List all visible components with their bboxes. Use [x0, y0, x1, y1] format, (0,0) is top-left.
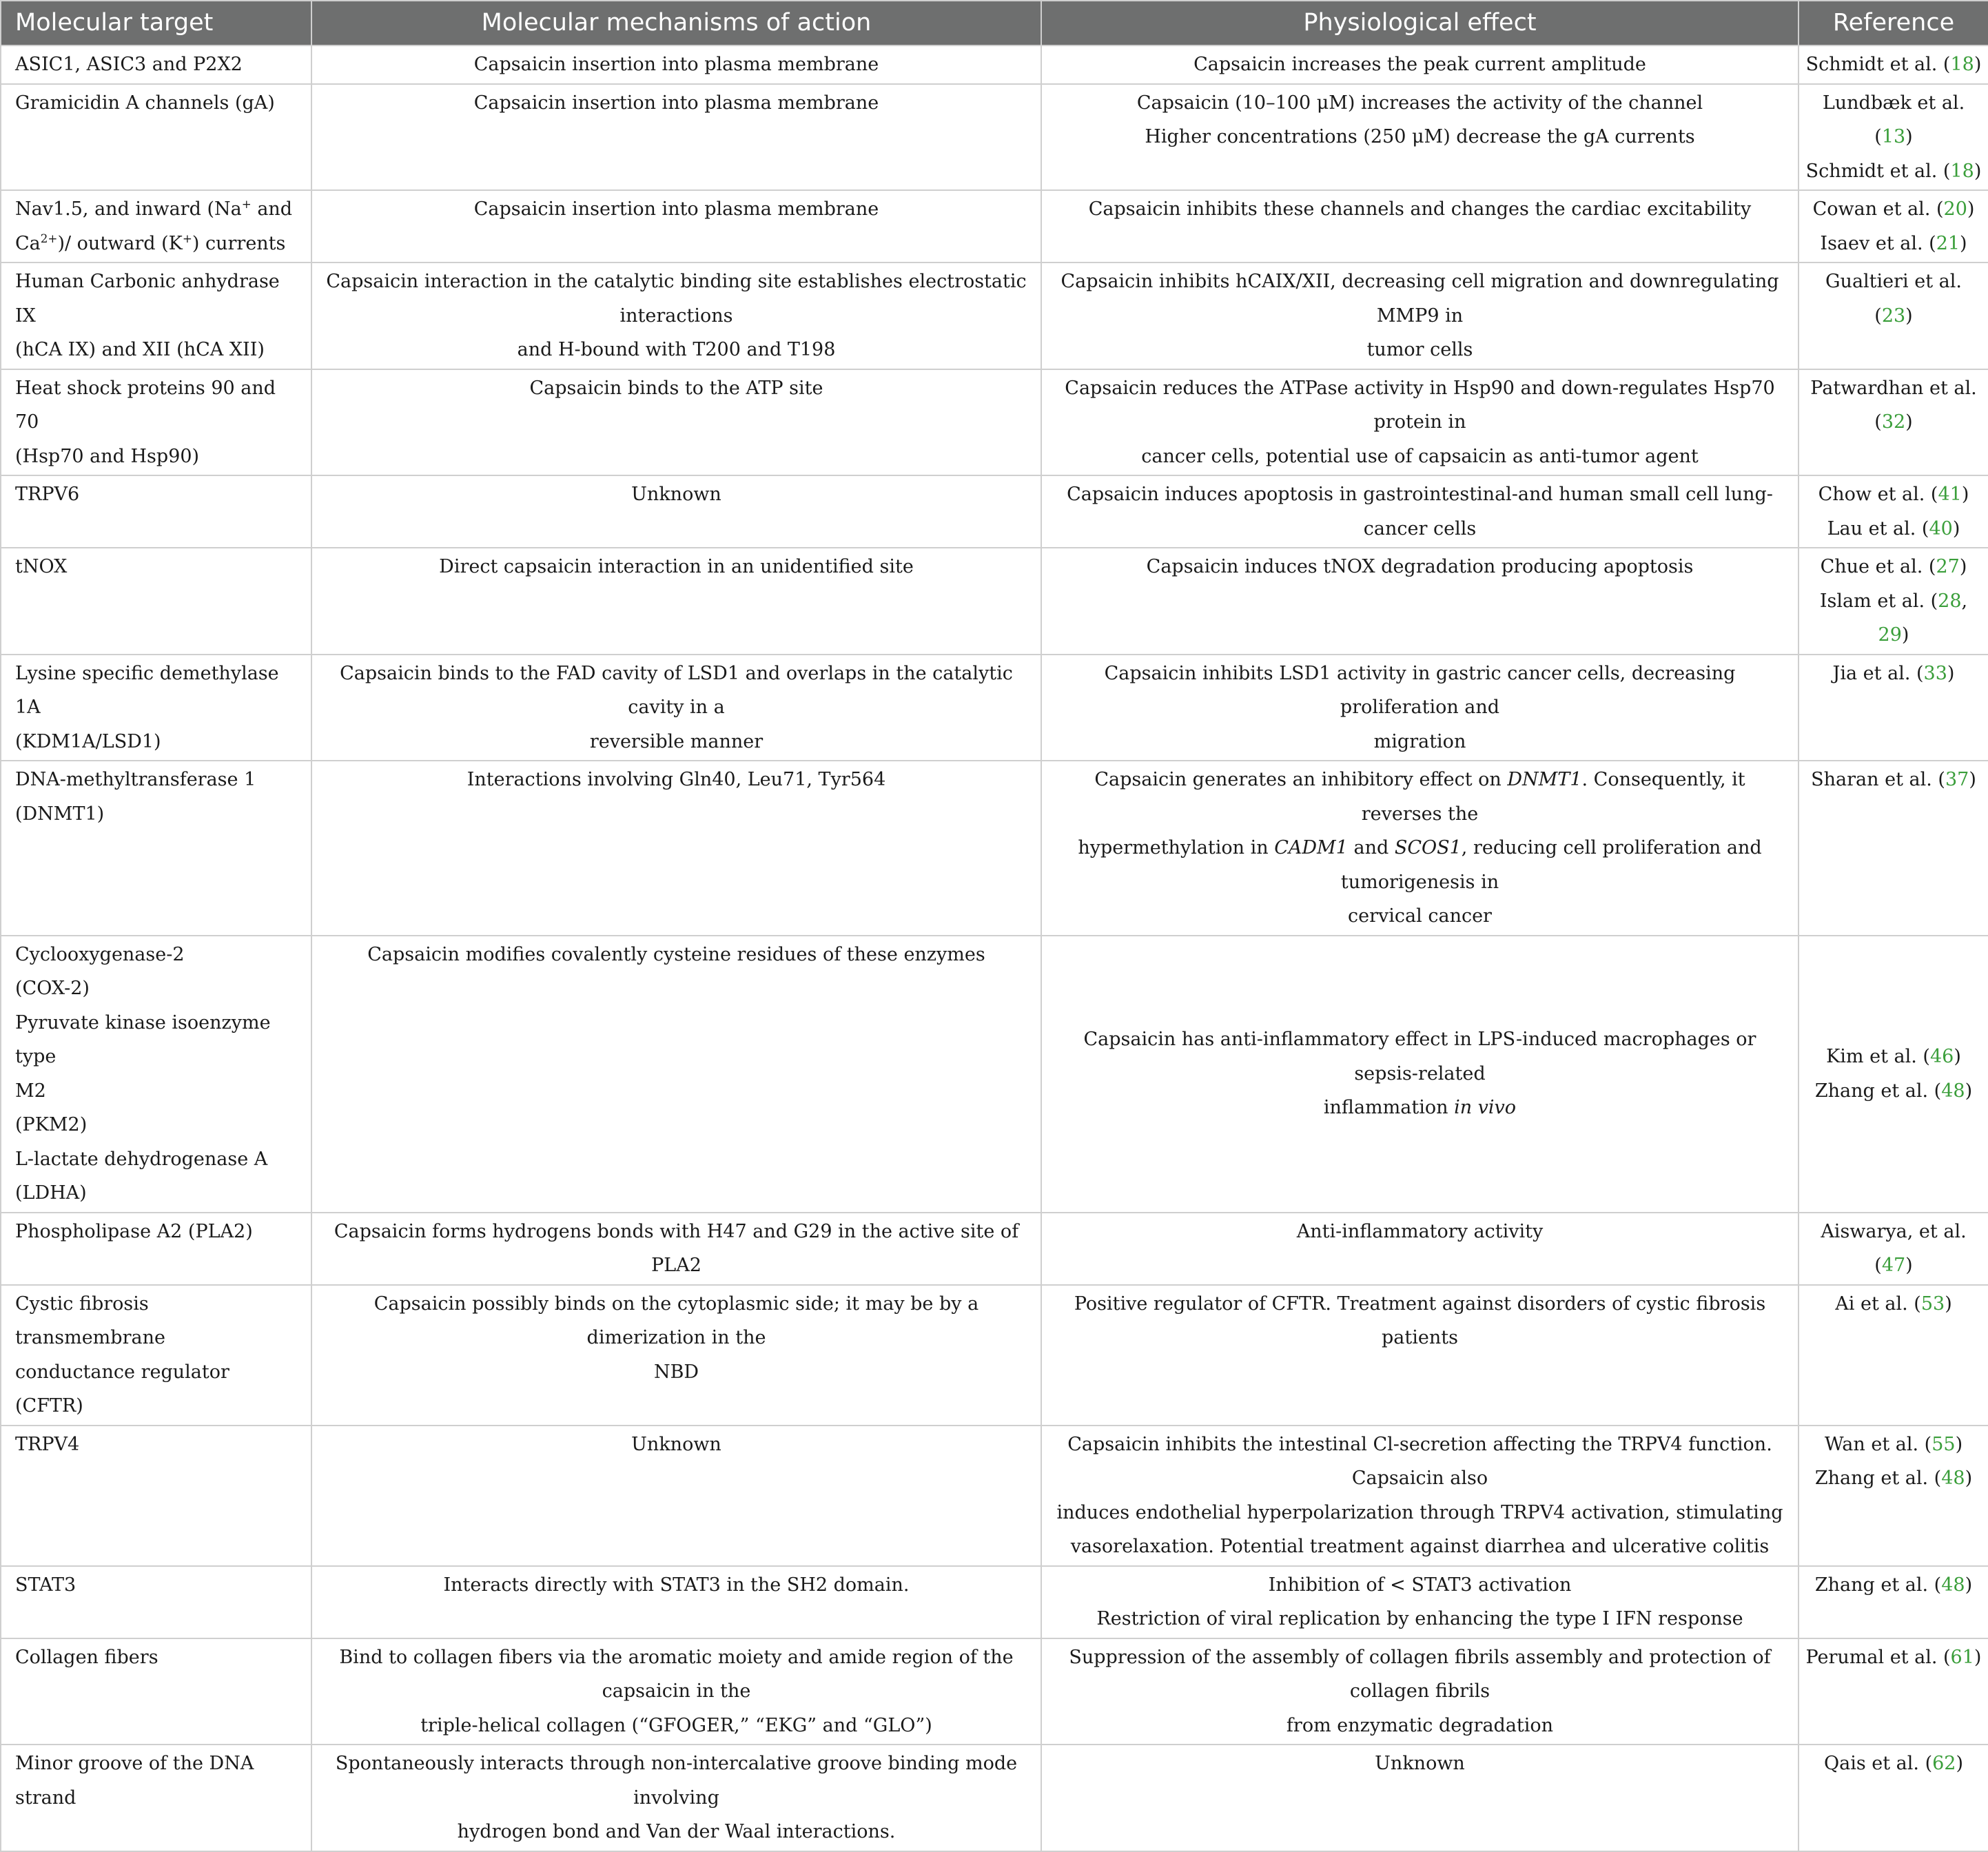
cell-mechanism: Bind to collagen fibers via the aromatic moiety and amide region of the capsaicin in the triple-helical collagen (“GFOGER,” “EKG” and “GLO”): [311, 1638, 1041, 1745]
header-target: Molecular target: [1, 1, 311, 45]
cell-effect: Capsaicin has anti-inflammatory effect in LPS-induced macrophages or sepsis-related inflammation in vivo: [1041, 936, 1799, 1213]
table-header: [1, 1, 1988, 45]
cell-target: STAT3: [1, 1566, 311, 1638]
table-row: [1, 1745, 1988, 1851]
cell-mechanism: Capsaicin insertion into plasma membrane: [311, 45, 1041, 84]
cell-mechanism: Capsaicin binds to the ATP site: [311, 369, 1041, 476]
cell-target: Cystic fibrosis transmembrane conductance regulator (CFTR): [1, 1285, 311, 1426]
cell-effect: Capsaicin inhibits the intestinal Cl-secretion affecting the TRPV4 function. Capsaicin also induces endothelial hyperpolarization through TRPV4 activation, stimulating vasorelaxation. Potential treatment against diarrhea and ulcerative colitis: [1041, 1426, 1799, 1566]
citation-link[interactable]: 18: [1950, 160, 1974, 182]
cell-mechanism: Unknown: [311, 475, 1041, 548]
cell-reference: Qais et al. (62): [1799, 1745, 1988, 1851]
table-row: [1, 369, 1988, 476]
cell-mechanism: Capsaicin possibly binds on the cytoplasmic side; it may be by a dimerization in the NBD: [311, 1285, 1041, 1426]
cell-reference: Sharan et al. (37): [1799, 761, 1988, 936]
cell-target: Gramicidin A channels (gA): [1, 84, 311, 191]
cell-effect: Capsaicin reduces the ATPase activity in Hsp90 and down-regulates Hsp70 protein in cancer cells, potential use of capsaicin as anti-tumor agent: [1041, 369, 1799, 476]
cell-effect: Capsaicin inhibits LSD1 activity in gastric cancer cells, decreasing proliferation and migration: [1041, 655, 1799, 761]
cell-effect: Capsaicin generates an inhibitory effect on DNMT1. Consequently, it reverses the hypermethylation in CADM1 and SCOS1, reducing cell proliferation and tumorigenesis in cervical cancer: [1041, 761, 1799, 936]
table-row: [1, 548, 1988, 655]
citation-link[interactable]: 40: [1929, 517, 1953, 539]
cell-target: Collagen fibers: [1, 1638, 311, 1745]
table-row: [1, 45, 1988, 84]
header-mechanism: Molecular mechanisms of action: [311, 1, 1041, 45]
cell-mechanism: Capsaicin interaction in the catalytic binding site establishes electrostatic interactions and H-bound with T200 and T198: [311, 263, 1041, 369]
cell-reference: Lundbæk et al. (13) Schmidt et al. (18): [1799, 84, 1988, 191]
table-row: [1, 190, 1988, 263]
cell-target: DNA-methyltransferase 1 (DNMT1): [1, 761, 311, 936]
table-row: [1, 263, 1988, 369]
citation-link[interactable]: 48: [1941, 1468, 1965, 1489]
cell-target: TRPV4: [1, 1426, 311, 1566]
table-row: [1, 1213, 1988, 1285]
cell-mechanism: Interactions involving Gln40, Leu71, Tyr564: [311, 761, 1041, 936]
table-row: [1, 936, 1988, 1213]
cell-reference: Chue et al. (27) Islam et al. (28, 29): [1799, 548, 1988, 655]
table-row: [1, 475, 1988, 548]
table-row: [1, 1285, 1988, 1426]
table-row: [1, 655, 1988, 761]
citation-link[interactable]: 32: [1881, 411, 1906, 433]
citation-link[interactable]: 47: [1881, 1255, 1906, 1276]
cell-target: Phospholipase A2 (PLA2): [1, 1213, 311, 1285]
cell-reference: Chow et al. (41) Lau et al. (40): [1799, 475, 1988, 548]
cell-target: ASIC1, ASIC3 and P2X2: [1, 45, 311, 84]
citation-link[interactable]: 20: [1943, 198, 1967, 220]
cell-effect: Unknown: [1041, 1745, 1799, 1851]
citation-link[interactable]: 41: [1938, 484, 1962, 505]
citation-link[interactable]: 18: [1950, 54, 1974, 75]
cell-mechanism: Capsaicin insertion into plasma membrane: [311, 190, 1041, 263]
citation-link[interactable]: 29: [1878, 624, 1902, 646]
citation-link[interactable]: 61: [1950, 1646, 1974, 1668]
table-row: [1, 1638, 1988, 1745]
citation-link[interactable]: 48: [1941, 1080, 1965, 1102]
cell-mechanism: Capsaicin insertion into plasma membrane: [311, 84, 1041, 191]
cell-target: Minor groove of the DNA strand: [1, 1745, 311, 1851]
cell-mechanism: Unknown: [311, 1426, 1041, 1566]
cell-effect: Suppression of the assembly of collagen fibrils assembly and protection of collagen fibrils from enzymatic degradation: [1041, 1638, 1799, 1745]
header-reference: Reference: [1799, 1, 1988, 45]
cell-effect: Anti-inflammatory activity: [1041, 1213, 1799, 1285]
cell-reference: Perumal et al. (61): [1799, 1638, 1988, 1745]
cell-effect: Capsaicin inhibits these channels and changes the cardiac excitability: [1041, 190, 1799, 263]
cell-target: Lysine specific demethylase 1A (KDM1A/LSD1): [1, 655, 311, 761]
cell-reference: Wan et al. (55) Zhang et al. (48): [1799, 1426, 1988, 1566]
citation-link[interactable]: 37: [1945, 769, 1969, 790]
cell-reference: Aiswarya, et al. (47): [1799, 1213, 1988, 1285]
cell-effect: Capsaicin induces apoptosis in gastrointestinal-and human small cell lung-cancer cells: [1041, 475, 1799, 548]
citation-link[interactable]: 27: [1936, 556, 1960, 577]
cell-mechanism: Direct capsaicin interaction in an unidentified site: [311, 548, 1041, 655]
cell-target: Nav1.5, and inward (Na+ and $Ca^{2+})/$ outward (K+) currents: [1, 190, 311, 263]
cell-effect: Positive regulator of CFTR. Treatment against disorders of cystic fibrosis patients: [1041, 1285, 1799, 1426]
cell-mechanism: Capsaicin forms hydrogens bonds with H47 and G29 in the active site of PLA2: [311, 1213, 1041, 1285]
cell-reference: Kim et al. (46) Zhang et al. (48): [1799, 936, 1988, 1213]
cell-reference: Jia et al. (33): [1799, 655, 1988, 761]
cell-mechanism: Capsaicin modifies covalently cysteine residues of these enzymes: [311, 936, 1041, 1213]
citation-link[interactable]: 21: [1936, 232, 1960, 254]
citation-link[interactable]: 13: [1881, 126, 1906, 147]
cell-effect: Capsaicin (10–100 μM) increases the activity of the channel Higher concentrations (250 μM) decrease the gA currents: [1041, 84, 1799, 191]
cell-target: Human Carbonic anhydrase IX (hCA IX) and XII (hCA XII): [1, 263, 311, 369]
cell-mechanism: Capsaicin binds to the FAD cavity of LSD1 and overlaps in the catalytic cavity in a reversible manner: [311, 655, 1041, 761]
cell-target: TRPV6: [1, 475, 311, 548]
table-row: [1, 84, 1988, 191]
cell-target: tNOX: [1, 548, 311, 655]
cell-effect: Inhibition of < STAT3 activation Restriction of viral replication by enhancing the type I IFN response: [1041, 1566, 1799, 1638]
header-effect: Physiological effect: [1041, 1, 1799, 45]
cell-effect: Capsaicin increases the peak current amplitude: [1041, 45, 1799, 84]
cell-reference: Zhang et al. (48): [1799, 1566, 1988, 1638]
cell-target: Heat shock proteins 90 and 70 (Hsp70 and Hsp90): [1, 369, 311, 476]
table-row: [1, 1426, 1988, 1566]
cell-reference: Patwardhan et al. (32): [1799, 369, 1988, 476]
cell-mechanism: Interacts directly with STAT3 in the SH2 domain.: [311, 1566, 1041, 1638]
citation-link[interactable]: 55: [1931, 1433, 1956, 1455]
cell-target: Cyclooxygenase-2 (COX-2) Pyruvate kinase isoenzyme type M2 (PKM2) L-lactate dehydrogenase A (LDHA): [1, 936, 311, 1213]
cell-reference: Ai et al. (53): [1799, 1285, 1988, 1426]
citation-link[interactable]: 33: [1923, 662, 1947, 684]
citation-link[interactable]: 23: [1881, 305, 1906, 327]
citation-link[interactable]: 53: [1920, 1293, 1945, 1315]
cell-reference: Gualtieri et al. (23): [1799, 263, 1988, 369]
citation-link[interactable]: 62: [1932, 1753, 1956, 1774]
citation-link[interactable]: 48: [1941, 1574, 1965, 1596]
cell-mechanism: Spontaneously interacts through non-intercalative groove binding mode involving hydrogen bond and Van der Waal interactions.: [311, 1745, 1041, 1851]
cell-reference: Schmidt et al. (18): [1799, 45, 1988, 84]
cell-effect: Capsaicin induces tNOX degradation producing apoptosis: [1041, 548, 1799, 655]
cell-reference: Cowan et al. (20) Isaev et al. (21): [1799, 190, 1988, 263]
citation-link[interactable]: 46: [1929, 1046, 1954, 1067]
cell-effect: Capsaicin inhibits hCAIX/XII, decreasing cell migration and downregulating MMP9 in tumor cells: [1041, 263, 1799, 369]
table-row: [1, 1566, 1988, 1638]
table-row: [1, 761, 1988, 936]
citation-link[interactable]: 28: [1938, 590, 1962, 612]
